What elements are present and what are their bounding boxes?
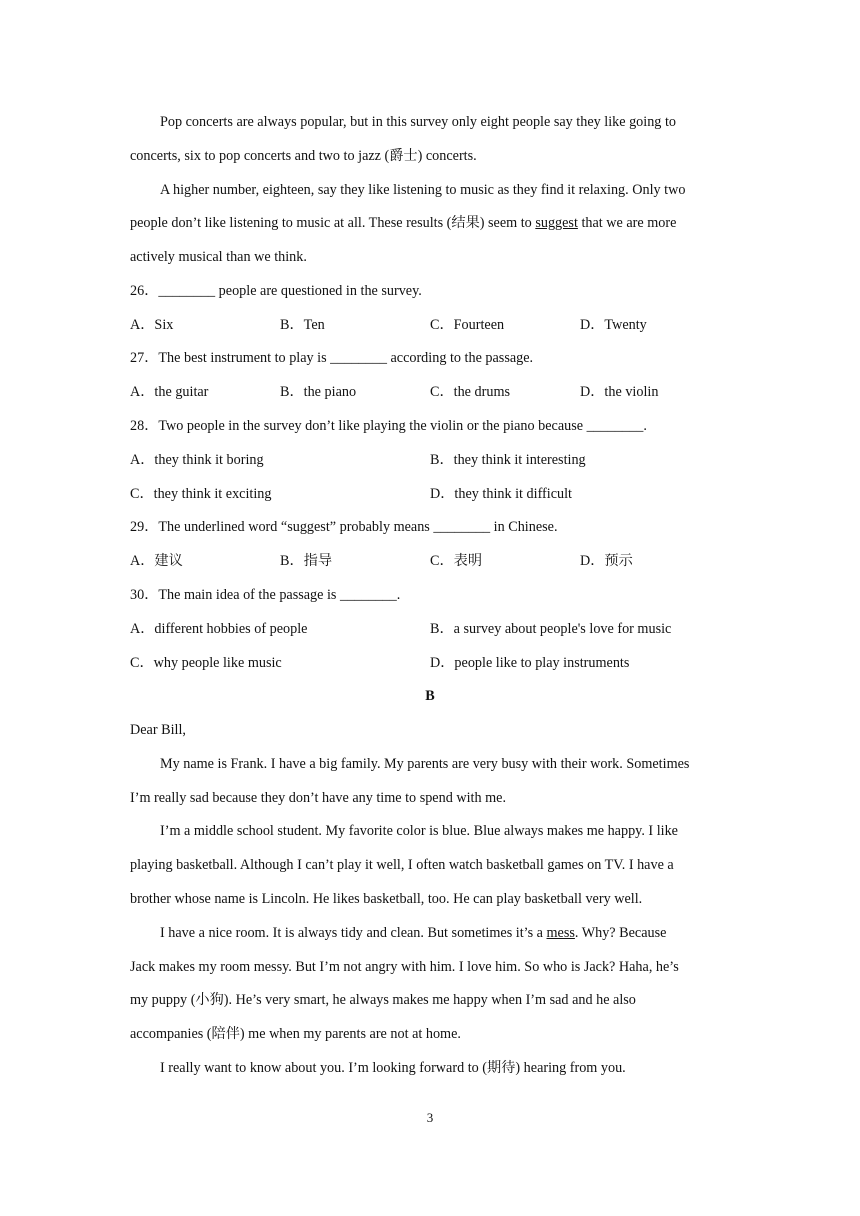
question-29-option-b: B．指导 bbox=[280, 553, 333, 569]
question-26-option-c: C．Fourteen bbox=[430, 317, 505, 333]
letter-salutation: Dear Bill, bbox=[130, 722, 186, 738]
underlined-word-mess: mess bbox=[546, 925, 575, 941]
letter-paragraph-3-line-4: accompanies (陪伴) me when my parents are not at home. bbox=[130, 1026, 461, 1042]
text-run: I have a nice room. It is always tidy and clean. But sometimes it’s a bbox=[160, 925, 547, 941]
text-run: . Why? Because bbox=[574, 925, 667, 941]
question-28-option-d: D．they think it difficult bbox=[430, 486, 572, 502]
text-run: people don’t like listening to music at all. These results (结果) seem to bbox=[130, 215, 536, 231]
question-30-option-d: D．people like to play instruments bbox=[430, 655, 630, 671]
question-30-option-a: A．different hobbies of people bbox=[130, 621, 308, 637]
question-28-stem: 28．Two people in the survey don’t like playing the violin or the piano because ________. bbox=[130, 418, 647, 434]
question-26-option-b: B．Ten bbox=[280, 317, 325, 333]
question-27-option-d: D．the violin bbox=[580, 384, 659, 400]
passage-a-paragraph-1-line-2: concerts, six to pop concerts and two to jazz (爵士) concerts. bbox=[130, 148, 477, 164]
letter-paragraph-3-line-3: my puppy (小狗). He’s very smart, he always makes me happy when I’m sad and he also bbox=[130, 992, 636, 1008]
question-29-stem: 29．The underlined word “suggest” probably means ________ in Chinese. bbox=[130, 519, 558, 535]
question-29-options bbox=[0, 551, 860, 571]
question-27-stem: 27．The best instrument to play is ________ according to the passage. bbox=[130, 350, 534, 366]
passage-a-paragraph-2-line-2 bbox=[130, 213, 676, 233]
question-27-option-b: B．the piano bbox=[280, 384, 357, 400]
letter-paragraph-2-line-1: I’m a middle school student. My favorite color is blue. Blue always makes me happy. I like bbox=[160, 823, 678, 839]
question-30-stem: 30．The main idea of the passage is ________. bbox=[130, 587, 401, 603]
letter-paragraph-2-line-3: brother whose name is Lincoln. He likes basketball, too. He can play basketball very well. bbox=[130, 891, 643, 907]
question-26-options bbox=[0, 315, 860, 335]
letter-paragraph-3-line-1 bbox=[160, 923, 666, 943]
letter-paragraph-4-line-1: I really want to know about you. I’m looking forward to (期待) hearing from you. bbox=[160, 1060, 626, 1076]
page-number: 3 bbox=[426, 1110, 434, 1125]
letter-paragraph-2-line-2: playing basketball. Although I can’t play it well, I often watch basketball games on TV. I have a bbox=[130, 857, 674, 873]
question-30-option-b: B．a survey about people's love for music bbox=[430, 621, 672, 637]
passage-a-paragraph-1-line-1: Pop concerts are always popular, but in this survey only eight people say they like going to bbox=[160, 114, 676, 130]
letter-paragraph-1-line-1: My name is Frank. I have a big family. My parents are very busy with their work. Sometimes bbox=[160, 756, 690, 772]
letter-paragraph-3-line-2: Jack makes my room messy. But I’m not angry with him. I love him. So who is Jack? Haha, he’s bbox=[130, 959, 679, 975]
question-29-option-a: A．建议 bbox=[130, 553, 183, 569]
question-28-options-row-1 bbox=[0, 450, 860, 470]
question-30-options-row-2 bbox=[0, 653, 860, 673]
letter-paragraph-1-line-2: I’m really sad because they don’t have any time to spend with me. bbox=[130, 790, 506, 806]
question-27-option-c: C．the drums bbox=[430, 384, 510, 400]
text-run: that we are more bbox=[577, 215, 677, 231]
question-28-option-b: B．they think it interesting bbox=[430, 452, 586, 468]
question-27-option-a: A．the guitar bbox=[130, 384, 209, 400]
question-26-option-d: D．Twenty bbox=[580, 317, 647, 333]
question-29-option-d: D．预示 bbox=[580, 553, 633, 569]
question-27-options bbox=[0, 382, 860, 402]
question-29-option-c: C．表明 bbox=[430, 553, 483, 569]
question-28-option-c: C．they think it exciting bbox=[130, 486, 272, 502]
underlined-word-suggest: suggest bbox=[535, 215, 578, 231]
passage-a-paragraph-2-line-3: actively musical than we think. bbox=[130, 249, 307, 265]
question-28-options-row-2 bbox=[0, 484, 860, 504]
question-30-option-c: C．why people like music bbox=[130, 655, 282, 671]
question-26-option-a: A．Six bbox=[130, 317, 174, 333]
question-30-options-row-1 bbox=[0, 619, 860, 639]
section-b-heading: B bbox=[425, 688, 435, 704]
question-26-stem: 26．________ people are questioned in the survey. bbox=[130, 283, 422, 299]
question-28-option-a: A．they think it boring bbox=[130, 452, 264, 468]
passage-a-paragraph-2-line-1: A higher number, eighteen, say they like listening to music as they find it relaxing. Only two bbox=[160, 182, 686, 198]
